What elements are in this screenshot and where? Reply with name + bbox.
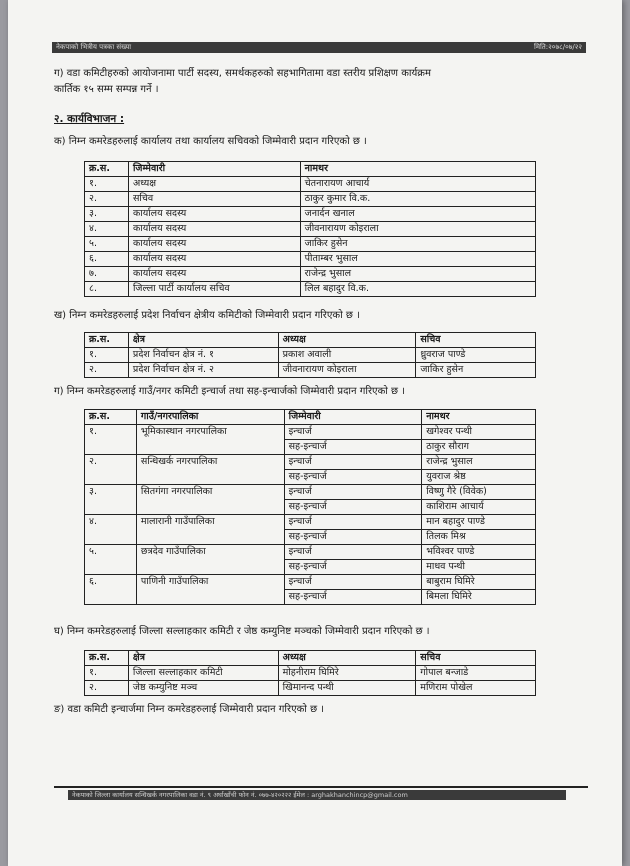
cell-responsibility: सह-इन्चार्ज	[284, 470, 422, 485]
cell-col-2: प्रदेश निर्वाचन क्षेत्र नं. २	[128, 363, 278, 378]
t4-header-sn: क्र.स.	[85, 651, 129, 666]
section-title: २. कार्यविभाजन :	[54, 113, 125, 125]
cell-name: भविश्वर पाण्डे	[422, 545, 536, 560]
cell-col-3: जीवनारायण कोइराला	[300, 222, 535, 237]
table-row	[85, 666, 536, 681]
table-row	[85, 545, 536, 560]
t2-header-area: क्षेत्र	[128, 333, 278, 348]
cell-name: युवराज श्रेष्ठ	[422, 470, 536, 485]
gha-paragraph: घ) निम्न कमरेडहरुलाई जिल्ला सल्लाहकार कमिटी र जेष्ठ कम्युनिष्ट मञ्चको जिम्मेवारी प्रदान गरिएको छ ।	[54, 626, 430, 637]
cell-col-2: प्रदेश निर्वाचन क्षेत्र नं. १	[128, 348, 278, 363]
cell-col-3: जाकिर हुसेन	[300, 237, 535, 252]
cell-col-3: पीताम्बर भुसाल	[300, 252, 535, 267]
cell-col-3: मोहनीराम घिमिरे	[278, 666, 416, 681]
cell-sn: १.	[85, 348, 129, 363]
cell-municipality: सन्धिखर्क नगरपालिका	[136, 455, 284, 485]
ga-paragraph: ग) निम्न कमरेडहरुलाई गाउँ/नगर कमिटी इन्चार्ज तथा सह-इन्चार्जको जिम्मेवारी प्रदान गरिएको छ ।	[54, 386, 406, 397]
cell-responsibility: इन्चार्ज	[284, 425, 422, 440]
cell-name: खगेश्वर पन्थी	[422, 425, 536, 440]
table-row	[85, 252, 536, 267]
cell-municipality: छत्रदेव गाउँपालिका	[136, 545, 284, 575]
cell-sn: १.	[85, 177, 129, 192]
cell-responsibility: इन्चार्ज	[284, 575, 422, 590]
cell-col-3: जीवनारायण कोइराला	[278, 363, 416, 378]
cell-col-2: कार्यालय सदस्य	[128, 207, 300, 222]
cell-name: बिमला घिमिरे	[422, 590, 536, 605]
t1-header-responsibility: जिम्मेवारी	[128, 162, 300, 177]
cell-municipality: पाणिनी गाउँपालिका	[136, 575, 284, 605]
table-row	[85, 207, 536, 222]
cell-name: मान बहादुर पाण्डे	[422, 515, 536, 530]
table-row	[85, 177, 536, 192]
cell-sn: ८.	[85, 282, 129, 297]
cell-col-2: कार्यालय सदस्य	[128, 252, 300, 267]
cell-col-3: चेतनारायण आचार्य	[300, 177, 535, 192]
cell-municipality: भूमिकास्थान नगरपालिका	[136, 425, 284, 455]
table-row	[85, 237, 536, 252]
cell-col-2: अध्यक्ष	[128, 177, 300, 192]
cell-sn: २.	[85, 363, 129, 378]
cell-sn: २.	[85, 192, 129, 207]
table-row	[85, 282, 536, 297]
cell-sn: ३.	[85, 485, 137, 515]
cell-sn: ५.	[85, 545, 137, 575]
table-row	[85, 681, 536, 696]
cell-name: राजेन्द्र भुसाल	[422, 455, 536, 470]
cell-responsibility: सह-इन्चार्ज	[284, 530, 422, 545]
t4-header-chair: अध्यक्ष	[278, 651, 416, 666]
cell-municipality: मालारानी गाउँपालिका	[136, 515, 284, 545]
cell-col-2: जिल्ला सल्लाहकार कमिटी	[128, 666, 278, 681]
cell-sn: १.	[85, 425, 137, 455]
footer-divider	[54, 786, 588, 788]
t1-header-name: नामथर	[300, 162, 535, 177]
cell-col-3: राजेन्द्र भुसाल	[300, 267, 535, 282]
cell-responsibility: सह-इन्चार्ज	[284, 500, 422, 515]
cell-sn: २.	[85, 681, 129, 696]
cell-col-2: कार्यालय सदस्य	[128, 267, 300, 282]
header-left-text: नेकपाको भित्रीय पत्रका संख्या	[56, 43, 132, 51]
ka-paragraph: क) निम्न कमरेडहरुलाई कार्यालय तथा कार्यालय सचिवको जिम्मेवारी प्रदान गरिएको छ ।	[54, 136, 367, 147]
table-row	[85, 485, 536, 500]
cell-col-3: जनार्दन खनाल	[300, 207, 535, 222]
cell-col-2: कार्यालय सदस्य	[128, 222, 300, 237]
t4-header-secretary: सचिव	[416, 651, 536, 666]
cell-responsibility: इन्चार्ज	[284, 485, 422, 500]
cell-name: माधव पन्थी	[422, 560, 536, 575]
cell-name: बाबुराम घिमिरे	[422, 575, 536, 590]
cell-responsibility: इन्चार्ज	[284, 545, 422, 560]
cell-col-3: लिल बहादुर वि.क.	[300, 282, 535, 297]
cell-responsibility: इन्चार्ज	[284, 515, 422, 530]
table-row	[85, 192, 536, 207]
cell-col-3: प्रकाश अवाली	[278, 348, 416, 363]
cell-sn: ६.	[85, 252, 129, 267]
cell-sn: ७.	[85, 267, 129, 282]
document-page	[8, 0, 622, 866]
cell-responsibility: सह-इन्चार्ज	[284, 560, 422, 575]
intro-line-2: कार्तिक १५ सम्म सम्पन्न गर्ने ।	[54, 84, 159, 95]
t2-header-sn: क्र.स.	[85, 333, 129, 348]
footer-contact-bar: नेकपाको जिल्ला कार्यालय सन्धिखर्क नगरपालिका वडा नं. ९ अर्घाखाँची फोन नं. ०७७-४२०२२२ ईमेल : arghakhanchincp@gmail.com	[68, 790, 566, 800]
cell-col-4: मणिराम पोखेल	[416, 681, 536, 696]
t3-header-name: नामथर	[422, 410, 536, 425]
t3-header-sn: क्र.स.	[85, 410, 137, 425]
cell-col-4: जाकिर हुसेन	[416, 363, 536, 378]
cell-name: विष्णु गैरे (विवेक)	[422, 485, 536, 500]
cell-name: काशिराम आचार्य	[422, 500, 536, 515]
cell-sn: ५.	[85, 237, 129, 252]
table-row	[85, 425, 536, 440]
advisory-committee-table	[84, 650, 536, 696]
cell-col-3: खिमानन्द पन्थी	[278, 681, 416, 696]
cell-name: तिलक मिश्र	[422, 530, 536, 545]
letterhead-bar	[52, 42, 586, 53]
cell-col-2: सचिव	[128, 192, 300, 207]
table-row	[85, 363, 536, 378]
table-row	[85, 575, 536, 590]
cell-col-4: ध्रुवराज पाण्डे	[416, 348, 536, 363]
cell-sn: ४.	[85, 222, 129, 237]
table-row	[85, 222, 536, 237]
t3-header-municipality: गाउँ/नगरपालिका	[136, 410, 284, 425]
cell-responsibility: इन्चार्ज	[284, 455, 422, 470]
t4-header-area: क्षेत्र	[128, 651, 278, 666]
t2-header-secretary: सचिव	[416, 333, 536, 348]
cell-col-2: जेष्ठ कम्युनिष्ट मञ्च	[128, 681, 278, 696]
cell-sn: ६.	[85, 575, 137, 605]
cell-col-2: कार्यालय सदस्य	[128, 237, 300, 252]
cell-col-3: ठाकुर कुमार वि.क.	[300, 192, 535, 207]
office-responsibility-table	[84, 161, 536, 297]
t1-header-sn: क्र.स.	[85, 162, 129, 177]
table-row	[85, 348, 536, 363]
cell-municipality: सितगंगा नगरपालिका	[136, 485, 284, 515]
cell-responsibility: सह-इन्चार्ज	[284, 590, 422, 605]
intro-line-1: ग) वडा कमिटीहरुको आयोजनामा पार्टी सदस्य, समर्थकहरुको सहभागितामा वडा स्तरीय प्रशिक्षण कार्यक्रम	[54, 68, 431, 79]
t2-header-chair: अध्यक्ष	[278, 333, 416, 348]
cell-name: ठाकुर सौराग	[422, 440, 536, 455]
cell-sn: ४.	[85, 515, 137, 545]
table-row	[85, 515, 536, 530]
cell-sn: १.	[85, 666, 129, 681]
table-row	[85, 267, 536, 282]
t3-header-responsibility: जिम्मेवारी	[284, 410, 422, 425]
kha-paragraph: ख) निम्न कमरेडहरुलाई प्रदेश निर्वाचन क्षेत्रीय कमिटीको जिम्मेवारी प्रदान गरिएको छ ।	[54, 310, 360, 321]
cell-col-2: जिल्ला पार्टी कार्यालय सचिव	[128, 282, 300, 297]
table-row	[85, 455, 536, 470]
municipal-incharge-table	[84, 409, 536, 605]
cell-col-4: गोपाल बन्जाडे	[416, 666, 536, 681]
cell-responsibility: सह-इन्चार्ज	[284, 440, 422, 455]
nga-paragraph: ङ) वडा कमिटी इन्चार्जमा निम्न कमरेडहरुलाई जिम्मेवारी प्रदान गरिएको छ ।	[54, 704, 325, 715]
cell-sn: २.	[85, 455, 137, 485]
provincial-committee-table	[84, 332, 536, 378]
header-right-text: मिति:२०७८/०७/२२	[534, 43, 582, 51]
cell-sn: ३.	[85, 207, 129, 222]
